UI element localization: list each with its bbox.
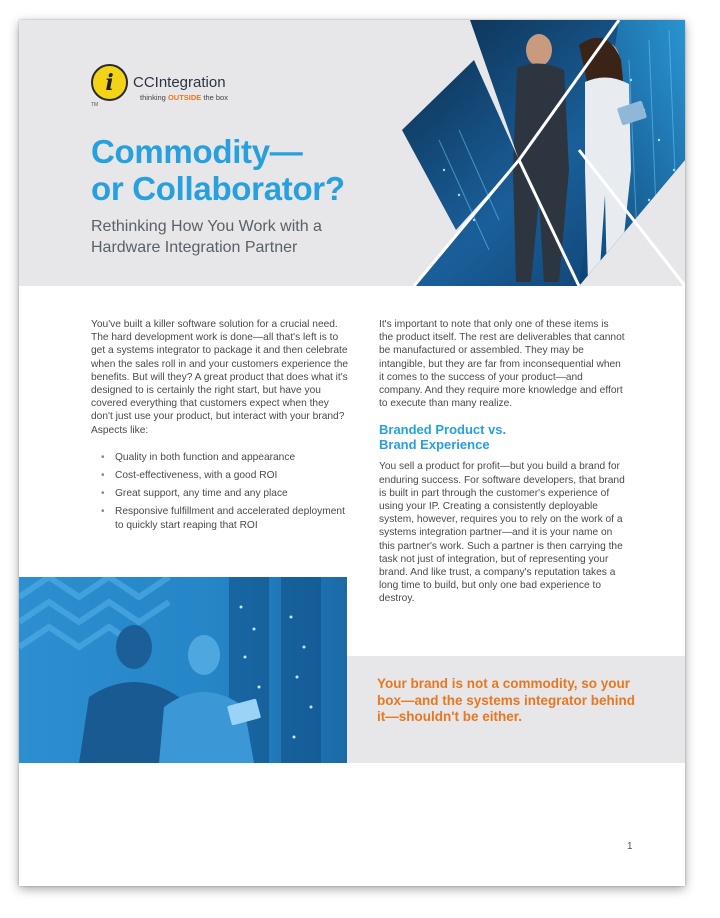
list-item: • Great support, any time and any place [91, 487, 349, 500]
page-header [19, 20, 685, 286]
brand-tagline [140, 93, 228, 102]
body-paragraph-2: You sell a product for profit—but you build a brand for enduring success. For software developers, that brand is built in part through the customer's experience of using your IP. Creating a consistently deployable system, however, requires you to rely on the work of a systems integration partner—and it is your name on this partner's work. Such a partner is then carrying the task not just of integration, but of representing your brand. And like trust, a company's reputation takes a long time to build, but only one bad experience to destroy. [379, 461, 625, 605]
subtitle-line-2: Hardware Integration Partner [91, 239, 298, 256]
brand-name: CCIntegration [133, 74, 226, 91]
tagline-post: the box [201, 93, 228, 102]
callout-quote: Your brand is not a commodity, so your box—and the systems integrator behind it—shouldn't be either. [377, 676, 636, 724]
document-page [19, 20, 685, 886]
list-item: • Cost-effectiveness, with a good ROI [91, 469, 349, 482]
left-column [91, 318, 349, 537]
intro-paragraph: You've built a killer software solution for a crucial need. The hard development work is done—all that's left is to get a systems integrator to package it and then celebrate when the sales roll in and your customers experience the benefits. But will they? A great product that does what it's designed to is certainly the right start, but have you covered everything that customers expect when they don't just use your product, but interact with your brand? Aspects like: [91, 319, 349, 436]
page-number: 1 [627, 841, 633, 852]
heading-line-1: Branded Product vs. [379, 422, 507, 438]
right-column [379, 318, 625, 619]
aspects-list [91, 451, 349, 532]
subtitle-line-1: Rethinking How You Work with a [91, 218, 322, 235]
datacenter-photo-art [19, 577, 347, 763]
datacenter-photo [19, 577, 347, 763]
title-line-2: or Collaborator? [91, 170, 345, 207]
tagline-pre: thinking [140, 93, 168, 102]
body-paragraph-1: It's important to note that only one of these items is the product itself. The rest are deliverables that cannot be manufactured or assembled. They may be intangible, but they are far from inconsequential when it comes to the success of your product—and company. And they require more knowledge and effort to execute than many realize. [379, 319, 625, 410]
logo-letter: i [105, 70, 114, 96]
brand-logo [91, 64, 281, 114]
heading-line-2: Brand Experience [379, 436, 490, 452]
title-line-1: Commodity— [91, 133, 303, 170]
section-heading [379, 423, 625, 452]
list-item: • Responsive fulfillment and accelerated deployment to quickly start reaping that ROI [91, 505, 349, 531]
tagline-highlight: OUTSIDE [167, 93, 202, 102]
callout-box [347, 656, 685, 763]
logo-icon [91, 64, 128, 101]
list-item: • Quality in both function and appearance [91, 451, 349, 464]
logo-trademark: TM [91, 102, 99, 108]
page-subtitle [91, 216, 322, 258]
page-title [91, 133, 345, 207]
